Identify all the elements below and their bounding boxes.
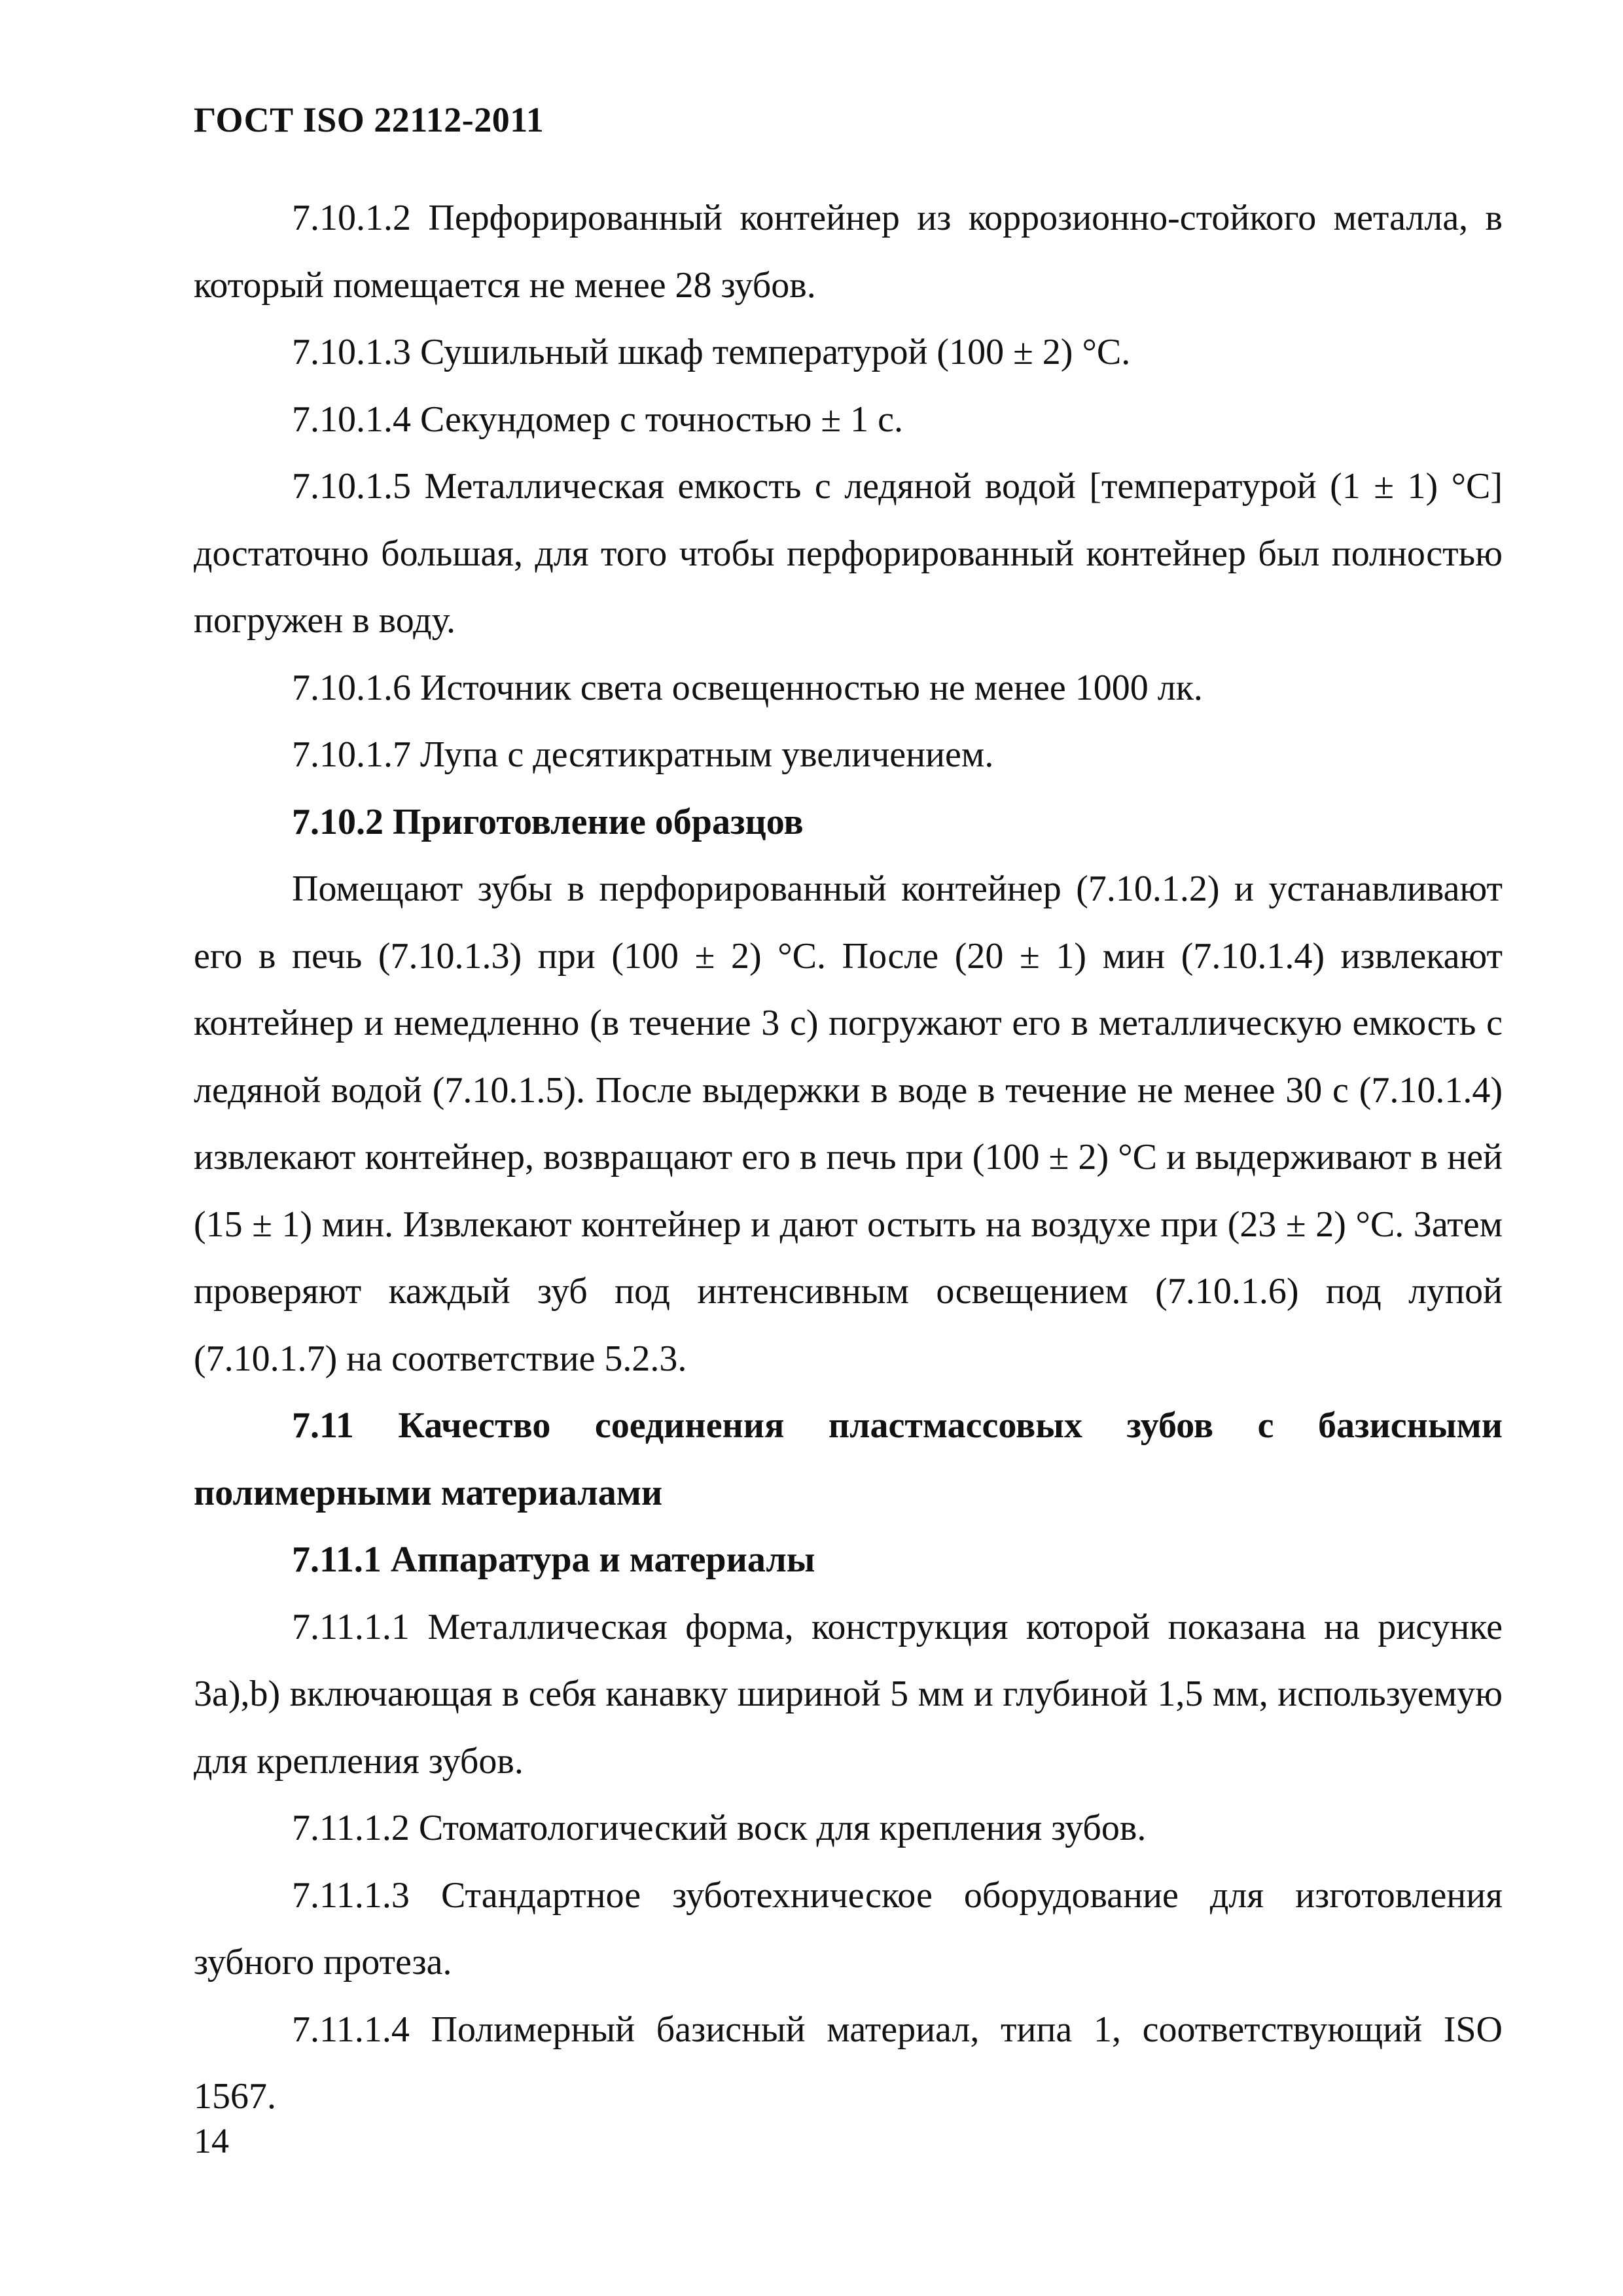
paragraph-sample-preparation: Помещают зубы в перфорированный контейнер (7.10.1.2) и устанавливают его в печь (7.10.1.3) при (100 ± 2) °С. После (20 ± 1) мин (7.10.1.4) извлекают контейнер и немедленно (в течение 3 с) погружают его в металлическую емкость с ледяной водой (7.10.1.5). После выдержки в воде в течение не менее 30 с (7.10.1.4) извлекают контейнер, возвращают его в печь при (100 ± 2) °С и выдерживают в ней (15 ± 1) мин. Извлекают контейнер и дают остыть на воздухе при (23 ± 2) °С. Затем проверяют каждый зуб под интенсивным освещением (7.10.1.6) под лупой (7.10.1.7) на соответствие 5.2.3. [194,869,1503,1379]
paragraph-7-10-1-2: 7.10.1.2 Перфорированный контейнер из коррозионно-стойкого металла, в который помещается не менее 28 зубов. [194,198,1503,306]
document-header: ГОСТ ISO 22112-2011 [194,100,544,139]
paragraph-7-10-1-6: 7.10.1.6 Источник света освещенностью не менее 1000 лк. [292,667,1203,708]
paragraph-7-11-1-3: 7.11.1.3 Стандартное зуботехническое оборудование для изготовления зубного протеза. [194,1874,1503,1982]
paragraph-7-10-1-3: 7.10.1.3 Сушильный шкаф температурой (100 ± 2) °С. [292,332,1131,372]
section-heading-7-11-1: 7.11.1 Аппаратура и материалы [292,1539,815,1580]
paragraph-7-10-1-5: 7.10.1.5 Металлическая емкость с ледяной водой [температурой (1 ± 1) °С] достаточно большая, для того чтобы перфорированный контейнер был полностью погружен в воду. [194,466,1503,641]
paragraph-7-11-1-2: 7.11.1.2 Стоматологический воск для крепления зубов. [292,1808,1147,1848]
paragraph-7-11-1-4: 7.11.1.4 Полимерный базисный материал, типа 1, соответствующий ISO 1567. [194,2009,1503,2117]
section-heading-7-10-2: 7.10.2 Приготовление образцов [292,801,804,842]
paragraph-7-11-1-1: 7.11.1.1 Металлическая форма, конструкция которой показана на рисунке 3а),b) включающая в себя канавку шириной 5 мм и глубиной 1,5 мм, используемую для крепления зубов. [194,1606,1503,1782]
document-body [194,185,1503,2130]
paragraph-7-10-1-4: 7.10.1.4 Секундомер с точностью ± 1 с. [292,399,903,440]
page-number: 14 [194,2121,229,2161]
paragraph-7-10-1-7: 7.10.1.7 Лупа с десятикратным увеличением. [292,734,994,775]
section-heading-7-11: 7.11 Качество соединения пластмассовых зубов с базисными полимерными материалами [194,1405,1503,1513]
